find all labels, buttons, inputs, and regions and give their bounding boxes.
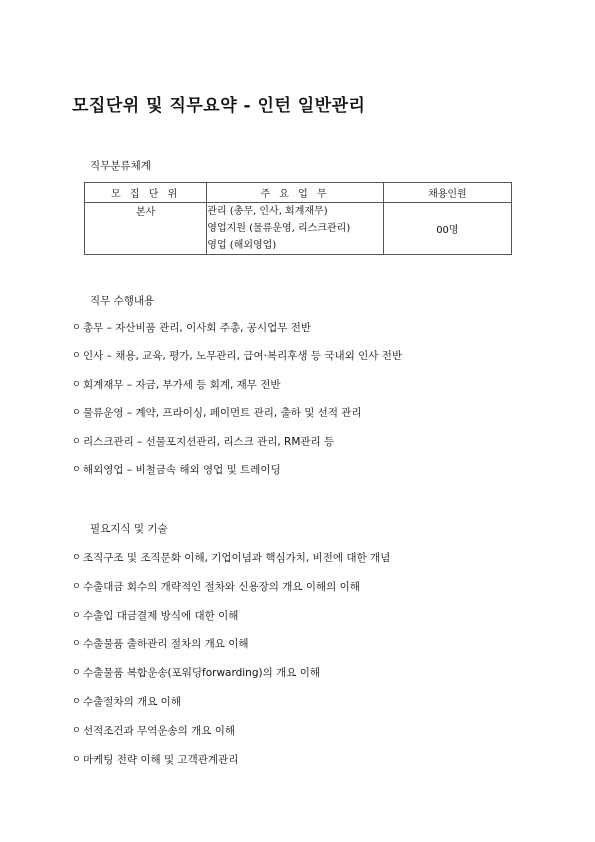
list-item-text: 회계재무 – 자금, 부가세 등 회계, 재무 전반 [83, 378, 281, 391]
list-item-text: 수출대금 회수의 개략적인 절차와 신용장의 개요 이해의 이해 [83, 580, 360, 593]
list-item [72, 550, 390, 579]
bullet-icon: ㅇ [72, 553, 81, 563]
column-header-headcount: 채용인원 [383, 183, 511, 203]
bullet-icon: ㅇ [72, 408, 81, 419]
duty-line: 영업 (해외영업) [207, 240, 277, 251]
list-item-text: 수출물품 출하관리 절차의 개요 이해 [83, 638, 249, 651]
section-heading-classification: 직무분류체계 [90, 160, 151, 172]
bullet-icon: ㅇ [72, 323, 81, 333]
bullet-icon: ㅇ [72, 696, 81, 707]
duties-list [72, 320, 402, 490]
list-item-text: 총무 – 자산비품 관리, 이사회 주총, 공시업무 전반 [83, 322, 312, 334]
unit-cell: 본사 [85, 203, 207, 255]
list-item [72, 608, 390, 637]
bullet-icon: ㅇ [72, 379, 81, 390]
list-item [72, 462, 402, 490]
list-item [72, 723, 390, 752]
list-item-text: 리스크관리 – 선물포지션관리, 리스크 관리, RM관리 등 [83, 435, 335, 448]
duties-cell [207, 203, 383, 255]
duty-line: 영업지원 (물류운영, 리스크관리) [207, 223, 351, 234]
bullet-icon: ㅇ [72, 725, 81, 736]
bullet-icon: ㅇ [72, 581, 81, 592]
table-row [85, 203, 512, 255]
list-item-text: 선적조건과 무역운송의 개요 이해 [83, 724, 236, 737]
list-item-text: 수출입 대금결제 방식에 대한 이해 [83, 609, 239, 622]
duty-line: 관리 (총무, 인사, 회계재무) [207, 206, 328, 217]
list-item [72, 694, 390, 723]
bullet-icon: ㅇ [72, 464, 81, 475]
skills-list [72, 550, 390, 780]
list-item [72, 377, 402, 405]
list-item [72, 665, 390, 694]
section-heading-skills: 필요지식 및 기술 [90, 523, 168, 535]
list-item [72, 579, 390, 608]
list-item [72, 320, 402, 348]
list-item [72, 752, 390, 781]
page-title: 모집단위 및 직무요약 - 인턴 일반관리 [72, 96, 366, 116]
bullet-icon: ㅇ [72, 436, 81, 447]
list-item-text: 인사 – 채용, 교육, 평가, 노무관리, 급여·복리후생 등 국내외 인사 전반 [83, 350, 403, 363]
bullet-icon: ㅇ [72, 754, 81, 765]
bullet-icon: ㅇ [72, 610, 81, 621]
column-header-unit: 모 집 단 위 [85, 183, 207, 203]
list-item-text: 마케팅 전략 이해 및 고객관계관리 [83, 753, 239, 766]
list-item [72, 348, 402, 376]
bullet-icon: ㅇ [72, 639, 81, 650]
list-item-text: 해외영업 – 비철금속 해외 영업 및 트레이딩 [83, 463, 281, 476]
bullet-icon: ㅇ [72, 668, 81, 679]
list-item-text: 수출물품 복합운송(포워딩forwarding)의 개요 이해 [83, 667, 320, 680]
list-item-text: 조직구조 및 조직문화 이해, 기업이념과 핵심가치, 비전에 대한 개념 [83, 552, 391, 564]
bullet-icon: ㅇ [72, 351, 81, 362]
column-header-duties: 주 요 업 무 [207, 183, 383, 203]
list-item-text: 수출절차의 개요 이해 [83, 695, 181, 708]
list-item [72, 434, 402, 462]
job-classification-table [84, 182, 512, 255]
section-heading-duties: 직무 수행내용 [90, 295, 155, 307]
list-item [72, 405, 402, 433]
headcount-cell: 00명 [383, 203, 511, 255]
table-header-row [85, 183, 512, 203]
list-item-text: 물류운영 – 계약, 프라이싱, 페이먼트 관리, 출하 및 선적 관리 [83, 407, 362, 420]
list-item [72, 636, 390, 665]
